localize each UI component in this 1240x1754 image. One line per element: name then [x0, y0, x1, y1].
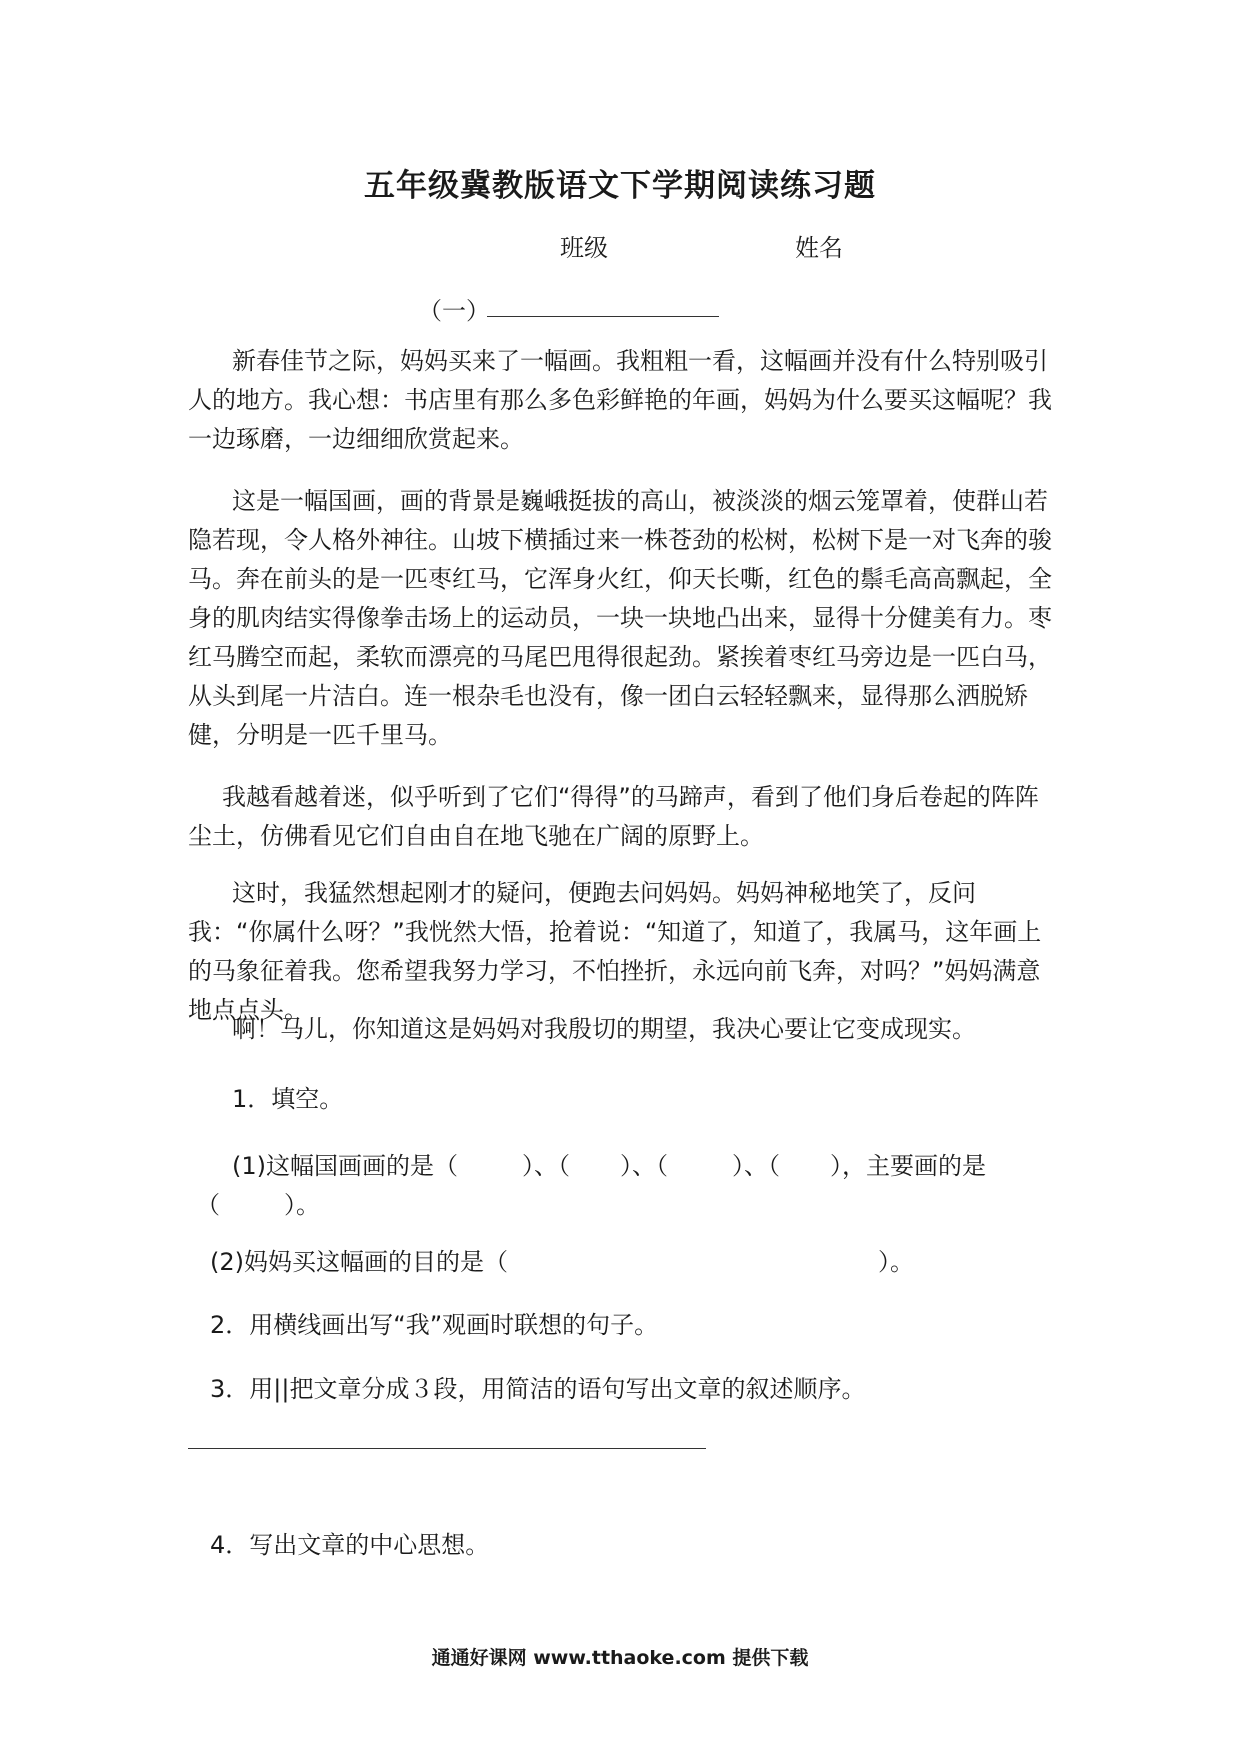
section-label: （一）	[418, 297, 490, 325]
question-1-1-sep: ）、（	[620, 1152, 668, 1180]
paragraph-3: 我越看越着迷，似乎听到了它们“得得”的马蹄声，看到了他们身后卷起的阵阵尘土，仿佛看见它们自由自在地飞驰在广阔的原野上。	[188, 783, 1039, 850]
paragraph-1: 新春佳节之际，妈妈买来了一幅画。我粗粗一看，这幅画并没有什么特别吸引人的地方。我心想：书店里有那么多色彩鲜艳的年画，妈妈为什么要买这幅呢？我一边琢磨，一边细细欣赏起来。	[188, 347, 1052, 453]
question-2: 2．用横线画出写“我”观画时联想的句子。	[210, 1311, 659, 1339]
question-1-1-prefix: (1)这幅国画画的是（	[232, 1152, 458, 1180]
paragraph-5: 啊！马儿，你知道这是妈妈对我殷切的期望，我决心要让它变成现实。	[232, 1015, 976, 1043]
question-1-2	[210, 1243, 914, 1282]
question-1-1-sep: ）、（	[732, 1152, 780, 1180]
question-1-1-line-2	[196, 1186, 320, 1225]
question-1-1-close: ）。	[284, 1191, 320, 1219]
question-1-2-prefix: (2)妈妈买这幅画的目的是（	[210, 1248, 508, 1276]
question-1-1-open: （	[196, 1191, 220, 1219]
question-1-1-line-1	[232, 1147, 986, 1186]
section-title-blank	[487, 316, 719, 317]
footer-credit: 通通好课网 www.tthaoke.com 提供下载	[431, 1647, 809, 1669]
question-4: 4．写出文章的中心思想。	[210, 1531, 490, 1559]
answer-line	[188, 1448, 706, 1449]
name-label: 姓名	[795, 234, 843, 262]
paragraph-2: 这是一幅国画，画的背景是巍峨挺拔的高山，被淡淡的烟云笼罩着，使群山若隐若现，令人格外神往。山坡下横插过来一株苍劲的松树，松树下是一对飞奔的骏马。奔在前头的是一匹枣红马，它浑身火红，仰天长嘶，红色的鬃毛高高飘起，全身的肌肉结实得像拳击场上的运动员，一块一块地凸出来，显得十分健美有力。枣红马腾空而起，柔软而漂亮的马尾巴甩得很起劲。紧挨着枣红马旁边是一匹白马，从头到尾一片洁白。连一根杂毛也没有，像一团白云轻轻飘来，显得那么洒脱矫健，分明是一匹千里马。	[188, 487, 1052, 749]
page-title: 五年级冀教版语文下学期阅读练习题	[364, 168, 876, 204]
paragraph-4: 这时，我猛然想起刚才的疑问，便跑去问妈妈。妈妈神秘地笑了，反问我：“你属什么呀？”我恍然大悟，抢着说：“知道了，知道了，我属马，这年画上的马象征着我。您希望我努力学习，不怕挫折，永远向前飞奔，对吗？”妈妈满意地点点头。	[188, 879, 1042, 1024]
question-3: 3．用||把文章分成３段，用简洁的语句写出文章的叙述顺序。	[210, 1375, 866, 1403]
question-1-1-end: ），主要画的是	[830, 1152, 986, 1180]
question-1-1-sep: ）、（	[522, 1152, 570, 1180]
question-1-2-suffix: ）。	[878, 1248, 914, 1276]
class-label: 班级	[560, 234, 608, 262]
question-1-heading: 1．填空。	[232, 1085, 344, 1113]
